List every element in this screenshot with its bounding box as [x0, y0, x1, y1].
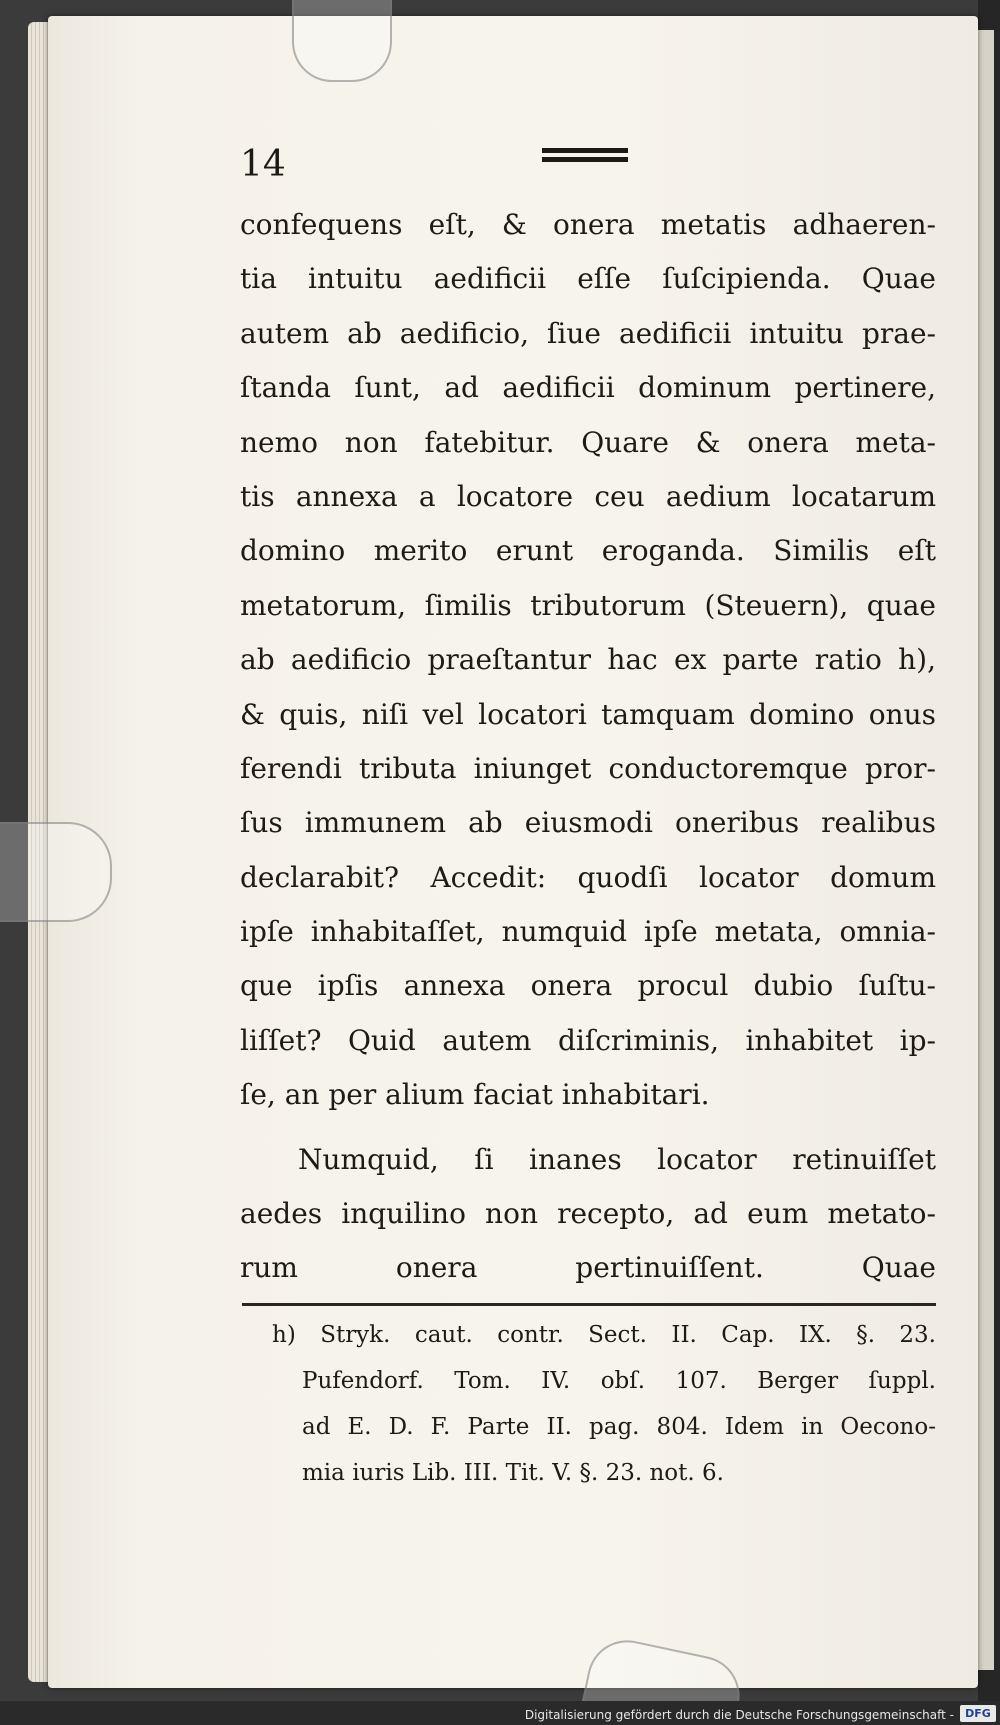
text-line: liſſet? Quid autem diſcriminis, inhabitet ip- [240, 1023, 936, 1057]
text-line: nemo non fatebitur. Quare & onera meta- [240, 425, 936, 459]
footnote-rule [242, 1303, 936, 1306]
footer-credit: Digitalisierung gefördert durch die Deutsche Forschungsgemeinschaft - [524, 1708, 954, 1722]
right-page-sliver [978, 30, 994, 1670]
text-line: ſe, an per alium faciat inhabitari. [240, 1078, 710, 1112]
text-line: ab aedificio praeſtantur hac ex parte ratio h), [240, 643, 936, 677]
page-header [240, 144, 940, 194]
footnote-line: Pufendorf. Tom. IV. obſ. 107. Berger ſuppl. [302, 1368, 936, 1394]
text-line: & quis, niſi vel locatori tamquam domino onus [240, 697, 936, 731]
page-number: 14 [240, 144, 286, 185]
page-clip-top [292, 0, 392, 82]
footnote-line: h) Stryk. caut. contr. Sect. II. Cap. IX. §. 23. [272, 1322, 936, 1348]
text-line: declarabit? Accedit: quodſi locator domum [240, 860, 936, 894]
footnote-line: ad E. D. F. Parte II. pag. 804. Idem in Oecono- [302, 1414, 936, 1440]
text-line: confequens eſt, & onera metatis adhaeren- [240, 208, 936, 241]
text-line: rum onera pertinuiſſent. Quae [240, 1251, 936, 1285]
text-line: que ipſis annexa onera procul dubio ſuſtu- [240, 969, 936, 1003]
header-ornament-rule [542, 148, 628, 166]
footnotes [240, 1312, 936, 1496]
text-line: ipſe inhabitaſſet, numquid ipſe metata, omnia- [240, 915, 936, 949]
text-line: Numquid, ſi inanes locator retinuiſſet [298, 1142, 936, 1176]
dfg-logo-icon: DFG [960, 1705, 996, 1722]
text-line: domino merito erunt eroganda. Similis eſt [240, 534, 936, 568]
text-line: ſtanda ſunt, ad aedificii dominum pertinere, [240, 371, 936, 405]
text-line: metatorum, ſimilis tributorum (Steuern), quae [240, 588, 936, 622]
text-line: aedes inquilino non recepto, ad eum metato- [240, 1197, 936, 1231]
page-clip-left [0, 822, 112, 922]
text-line: ſus immunem ab eiusmodi oneribus realibus [240, 806, 936, 840]
text-line: autem ab aedificio, ſiue aedificii intuitu prae- [240, 316, 936, 350]
text-line: tia intuitu aedificii eſſe ſuſcipienda. Quae [240, 262, 936, 296]
text-line: tis annexa a locatore ceu aedium locatarum [240, 479, 936, 513]
main-text [240, 198, 936, 1296]
footnote-line: mia iuris Lib. III. Tit. V. §. 23. not. 6. [302, 1460, 724, 1486]
digitization-footer [0, 1701, 1000, 1725]
text-line: ferendi tributa iniunget conductoremque pror- [240, 751, 936, 785]
